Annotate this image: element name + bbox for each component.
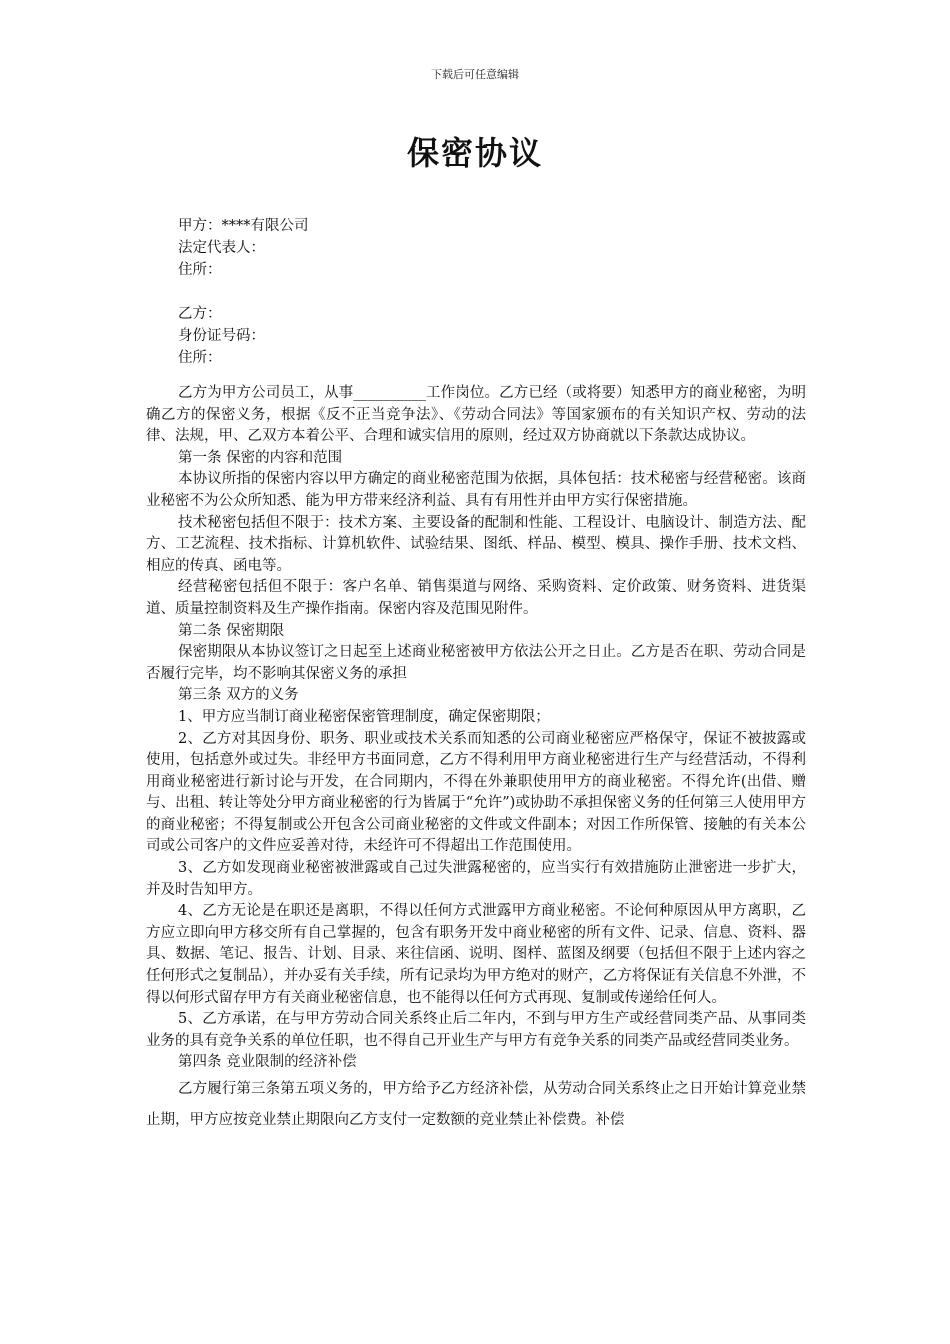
party-b-line: 乙方： [178,306,222,322]
article-4-heading: 第四条 竞业限制的经济补偿 [178,1054,357,1071]
obligation-5: 5、乙方承诺，在与甲方劳动合同关系终止后二年内，不到与甲方生产或经营同类产品、从事同类业务的具有竞争关系的单位任职，也不得自己开业生产与甲方有竞争关系的同类产品或经营同类业务。 [146,1011,806,1049]
article-4-paragraph: 乙方履行第三条第五项义务的，甲方给予乙方经济补偿，从劳动合同关系终止之日开始计算竞业禁止期，甲方应按竞业禁止期限向乙方支付一定数额的竞业禁止补偿费。补偿 [146,1081,806,1128]
party-a-representative-line: 法定代表人： [178,240,265,256]
article-3-heading: 第三条 双方的义务 [178,687,299,704]
obligation-1: 1、甲方应当制订商业秘密保密管理制度，确定保密期限； [178,708,550,725]
article-1-paragraph: 本协议所指的保密内容以甲方确定的商业秘密范围为依据，具体包括：技术秘密与经营秘密。该商业秘密不为公众所知悉、能为甲方带来经济利益、具有有用性并由甲方实行保密措施。 [146,471,806,509]
party-a-address-line: 住所： [178,262,222,278]
article-2-paragraph: 保密期限从本协议签订之日起至上述商业秘密被甲方依法公开之日止。乙方是否在职、劳动合同是否履行完毕，均不影响其保密义务的承担 [146,644,806,682]
obligation-2: 2、乙方对其因身份、职务、职业或技术关系而知悉的公司商业秘密应严格保守，保证不被披露或使用，包括意外或过失。非经甲方书面同意，乙方不得利用甲方商业秘密进行生产与经营活动，不得利用商业秘密进行新讨论与开发，在合同期内，不得在外兼职使用甲方的商业秘密。不得允许(出借、赠与、出租、转让等处分甲方商业秘密的行为皆属于“允许”)或协助不承担保密义务的任何第三人使用甲方的商业秘密；不得复制或公开包含公司商业秘密的文件或文件副本；对因工作所保管、接触的有关本公司或公司客户的文件应妥善对待，未经许可不得超出工作范围使用。 [146,730,806,855]
obligation-3: 3、乙方如发现商业秘密被泄露或自己过失泄露秘密的，应当实行有效措施防止泄密进一步扩大，并及时告知甲方。 [146,860,806,898]
party-b-address-line: 住所： [178,350,222,366]
party-a-line: 甲方：****有限公司 [178,218,309,234]
business-secrets-paragraph: 经营秘密包括但不限于：客户名单、销售渠道与网络、采购资料、定价政策、财务资料、进货渠道、质量控制资料及生产操作指南。保密内容及范围见附件。 [146,579,806,617]
parties-block [178,215,309,369]
obligation-4: 4、乙方无论是在职还是离职，不得以任何方式泄露甲方商业秘密。不论何种原因从甲方离职，乙方应立即向甲方移交所有自己掌握的，包含有职务开发中商业秘密的所有文件、记录、信息、资料、器具、数据、笔记、报告、计划、目录、来往信函、说明、图样、蓝图及纲要（包括但不限于上述内容之任何形式之复制品），并办妥有关手续，所有记录均为甲方绝对的财产，乙方将保证有关信息不外泄，不得以何形式留存甲方有关商业秘密信息，也不能得以任何方式再现、复制或传递给任何人。 [146,903,806,1006]
article-1-heading: 第一条 保密的内容和范围 [178,449,343,466]
technical-secrets-paragraph: 技术秘密包括但不限于：技术方案、主要设备的配制和性能、工程设计、电脑设计、制造方法、配方、工艺流程、技术指标、计算机软件、试验结果、图纸、样品、模型、模具、操作手册、技术文档、相应的传真、函电等。 [146,514,806,574]
spacer [178,281,309,303]
header-note: 下载后可任意编辑 [431,68,519,81]
intro-paragraph: 乙方为甲方公司员工，从事__________工作岗位。乙方已经（或将要）知悉甲方的商业秘密，为明确乙方的保密义务，根据《反不正当竞争法》、《劳动合同法》等国家颁布的有关知识产权、劳动的法律、法规，甲、乙双方本着公平、合理和诚实信用的原则，经过双方协商就以下条款达成协议。 [146,385,806,445]
party-b-id-line: 身份证号码： [178,328,265,344]
article-2-heading: 第二条 保密期限 [178,622,285,639]
agreement-body [146,383,806,1136]
document-title: 保密协议 [406,134,543,172]
